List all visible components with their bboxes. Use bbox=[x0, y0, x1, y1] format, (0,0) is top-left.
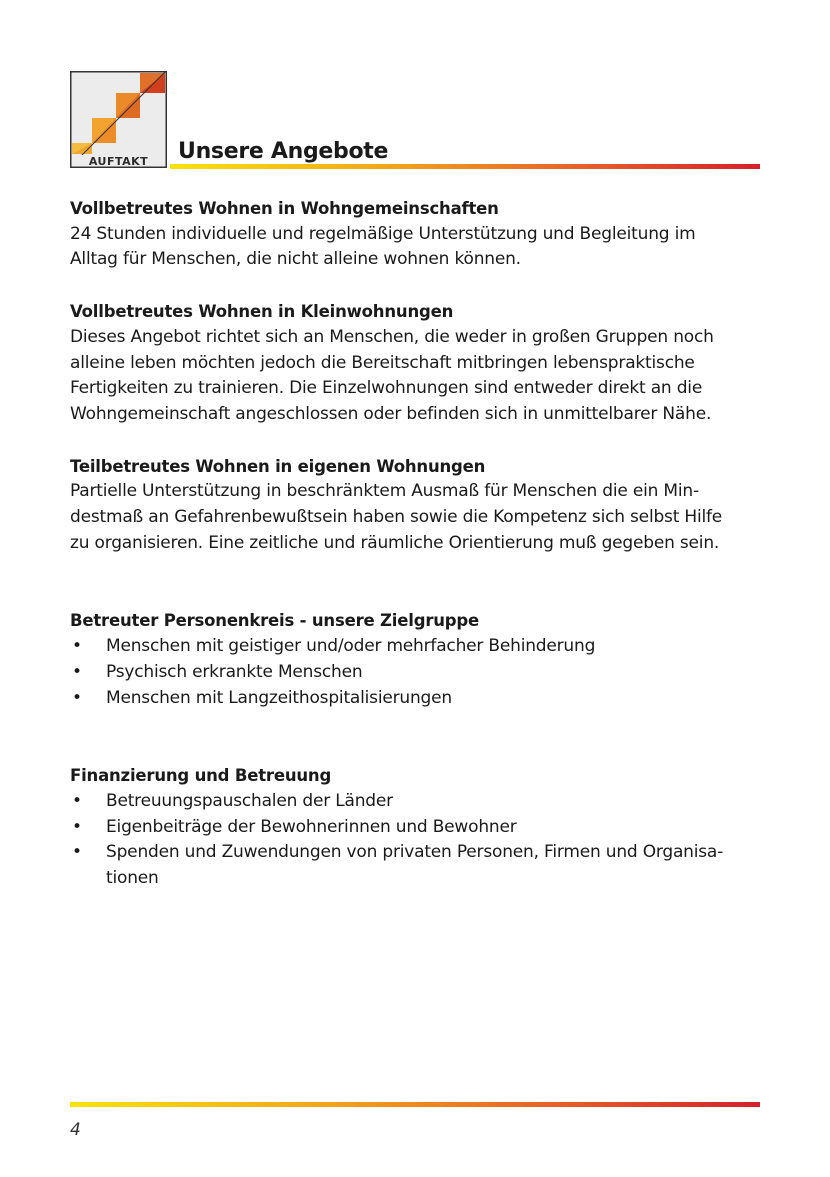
section-line: alleine leben möchten jedoch die Bereitschaft mitbringen lebenspraktische bbox=[70, 352, 695, 373]
list-item bbox=[70, 840, 770, 891]
financing-list bbox=[70, 789, 770, 892]
list-item-text: Betreuungspauschalen der Länder bbox=[106, 790, 393, 811]
section-full-care-shared bbox=[70, 196, 770, 273]
section-target-group bbox=[70, 608, 770, 711]
section-line: Dieses Angebot richtet sich an Menschen, die weder in großen Gruppen noch bbox=[70, 326, 714, 347]
auftakt-logo bbox=[70, 71, 167, 168]
section-line: Alltag für Menschen, die nicht alleine wohnen können. bbox=[70, 249, 521, 270]
list-item-text: Menschen mit geistiger und/oder mehrfacher Behinderung bbox=[106, 636, 596, 657]
section-title: Vollbetreutes Wohnen in Wohngemeinschaften bbox=[70, 199, 499, 218]
section-partial-care bbox=[70, 454, 770, 557]
section-line: destmaß an Gefahrenbewußtsein haben sowie die Kompetenz sich selbst Hilfe bbox=[70, 507, 723, 528]
list-item-text: Psychisch erkrankte Menschen bbox=[106, 661, 363, 682]
section-line: Fertigkeiten zu trainieren. Die Einzelwohnungen sind entweder direkt an die bbox=[70, 378, 703, 399]
heading-gradient-rule bbox=[170, 164, 760, 169]
section-line: Wohngemeinschaft angeschlossen oder befinden sich in unmittelbarer Nähe. bbox=[70, 403, 712, 424]
list-item bbox=[70, 660, 770, 686]
section-title: Finanzierung und Betreuung bbox=[70, 766, 332, 786]
section-line: zu organisieren. Eine zeitliche und räumliche Orientierung muß gegeben sein. bbox=[70, 532, 720, 553]
list-item bbox=[70, 789, 770, 815]
logo-text: AUFTAKT bbox=[88, 155, 149, 168]
bullet-icon: • bbox=[72, 636, 82, 657]
bullet-icon: • bbox=[72, 816, 82, 837]
section-financing bbox=[70, 763, 770, 892]
list-item bbox=[70, 815, 770, 841]
section-line: 24 Stunden individuelle und regelmäßige Unterstützung und Begleitung im bbox=[70, 223, 696, 244]
section-title: Teilbetreutes Wohnen in eigenen Wohnungen bbox=[70, 456, 486, 476]
page-number: 4 bbox=[70, 1120, 81, 1140]
list-item bbox=[70, 686, 770, 712]
section-title: Betreuter Personenkreis - unsere Zielgruppe bbox=[70, 611, 480, 631]
list-item-text: tionen bbox=[106, 868, 159, 889]
main-content bbox=[70, 196, 770, 892]
section-full-care-small bbox=[70, 299, 770, 428]
bullet-icon: • bbox=[72, 661, 82, 682]
list-item bbox=[70, 634, 770, 660]
list-item-text: Spenden und Zuwendungen von privaten Personen, Firmen und Organisa- bbox=[106, 842, 724, 863]
section-line: Partielle Unterstützung in beschränktem Ausmaß für Menschen die ein Min- bbox=[70, 481, 699, 502]
list-item-text: Eigenbeiträge der Bewohnerinnen und Bewohner bbox=[106, 816, 517, 837]
list-item-text: Menschen mit Langzeithospitalisierungen bbox=[106, 687, 452, 708]
bullet-icon: • bbox=[72, 842, 82, 863]
target-group-list bbox=[70, 634, 770, 711]
bullet-icon: • bbox=[72, 790, 82, 811]
footer-gradient-rule bbox=[70, 1102, 760, 1107]
section-title: Vollbetreutes Wohnen in Kleinwohnungen bbox=[70, 302, 454, 322]
page-title: Unsere Angebote bbox=[178, 139, 389, 164]
bullet-icon: • bbox=[72, 687, 82, 708]
